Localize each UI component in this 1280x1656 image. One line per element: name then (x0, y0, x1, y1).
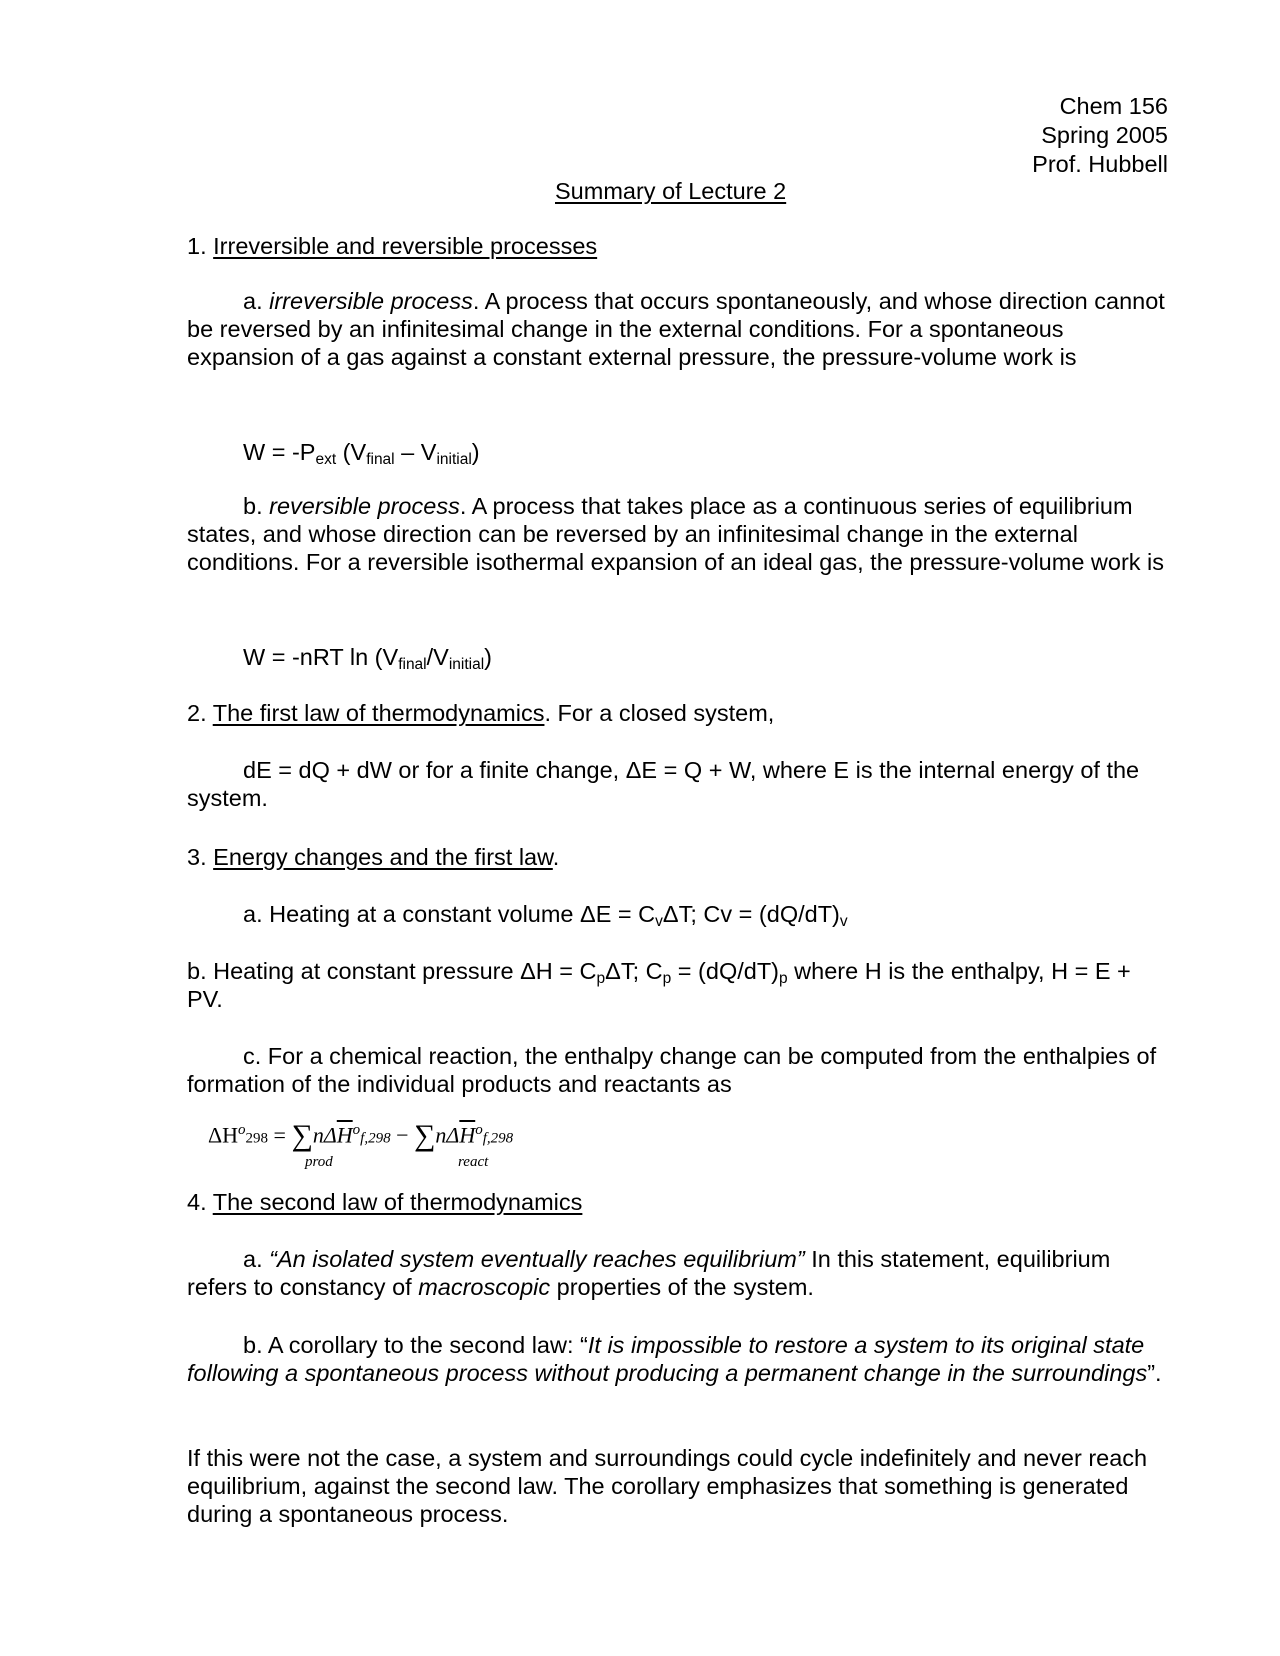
reaction-enthalpy-paragraph: c. For a chemical reaction, the enthalpy change can be computed from the enthalpies of formation of the individual products and reactants as (187, 1043, 1157, 1097)
section-title: Irreversible and reversible processes (213, 233, 598, 259)
section-4-heading: 4. The second law of thermodynamics (187, 1189, 583, 1215)
course-header (1032, 92, 1168, 179)
page-title: Summary of Lecture 2 (555, 178, 787, 204)
course-term: Spring 2005 (1041, 122, 1168, 148)
summation-icon: ∑ (291, 1119, 313, 1153)
section-title: The second law of thermodynamics (212, 1189, 583, 1215)
term-irreversible: irreversible process (269, 288, 473, 314)
irreversible-definition: . A process that occurs spontaneously, and whose direction cannot be reversed by an infinitesimal change in the external conditions. For a spontaneous expansion of a gas against a constant external pressure, the pressure-volume work is (187, 288, 1165, 370)
section-title: The first law of thermodynamics (212, 700, 545, 726)
course-name: Chem 156 (1059, 93, 1168, 119)
sum-limit-prod: prod (305, 1154, 333, 1170)
item-prefix: b. (243, 493, 263, 519)
second-law-corollary: b. A corollary to the second law: “It is impossible to restore a system to its original state following a spontaneous process without producing a permanent change in the surroundings”. (187, 1332, 1162, 1386)
item-prefix: a. (243, 288, 263, 314)
constant-pressure-heating: b. Heating at constant pressure $\Delta H = C_p\Delta T$; $C_p = (dQ/dT)_p$ where H is the enthalpy, H = E + PV. (187, 958, 1131, 1012)
reversible-process-paragraph (187, 492, 1172, 576)
irreversible-process-paragraph (187, 287, 1172, 371)
section-number: 1. (187, 233, 207, 259)
work-equation-reversible: W = -nRT $\ln (V_{final}/V_{initial})$ (243, 644, 492, 673)
reversible-definition: . A process that takes place as a continuous series of equilibrium states, and whose direction can be reversed by an infinitesimal change in the external conditions. For a reversible isothermal expansion of an ideal gas, the pressure-volume work is (187, 493, 1165, 575)
section-title: Energy changes and the first law (213, 844, 553, 870)
first-law-equation-paragraph: dE = dQ + dW or for a finite change, ΔE = Q + W, where E is the internal energy of the system. (187, 757, 1140, 811)
second-law-statement: a. “An isolated system eventually reaches equilibrium” In this statement, equilibrium refers to constancy of macroscopic properties of the system. (187, 1246, 1111, 1300)
constant-volume-heating: a. Heating at a constant volume $\Delta E = C_v\Delta T$; $Cv = (dQ/dT)_v$ (243, 901, 848, 930)
enthalpy-of-reaction-formula: $\Delta H^o298 = \sum n\Delta\overline{H}^of,298 - \sum n\Delta\overline{H}^of,298$ (208, 1119, 514, 1153)
summation-icon: ∑ (414, 1119, 436, 1153)
section-3-heading: 3. Energy changes and the first law. (187, 844, 560, 870)
closing-paragraph: If this were not the case, a system and surroundings could cycle indefinitely and never reach equilibrium, against the second law. The corollary emphasizes that something is generated during a spontaneous process. (187, 1445, 1148, 1527)
instructor-name: Prof. Hubbell (1032, 151, 1168, 177)
sum-limit-react: react (458, 1154, 489, 1170)
section-1-heading (187, 232, 597, 260)
work-equation-irreversible: $W = -P_{ext}$ $(V_{final} - V_{initial})$ (243, 439, 480, 468)
section-2-heading: 2. The first law of thermodynamics. For a closed system, (187, 700, 775, 726)
term-reversible: reversible process (269, 493, 460, 519)
